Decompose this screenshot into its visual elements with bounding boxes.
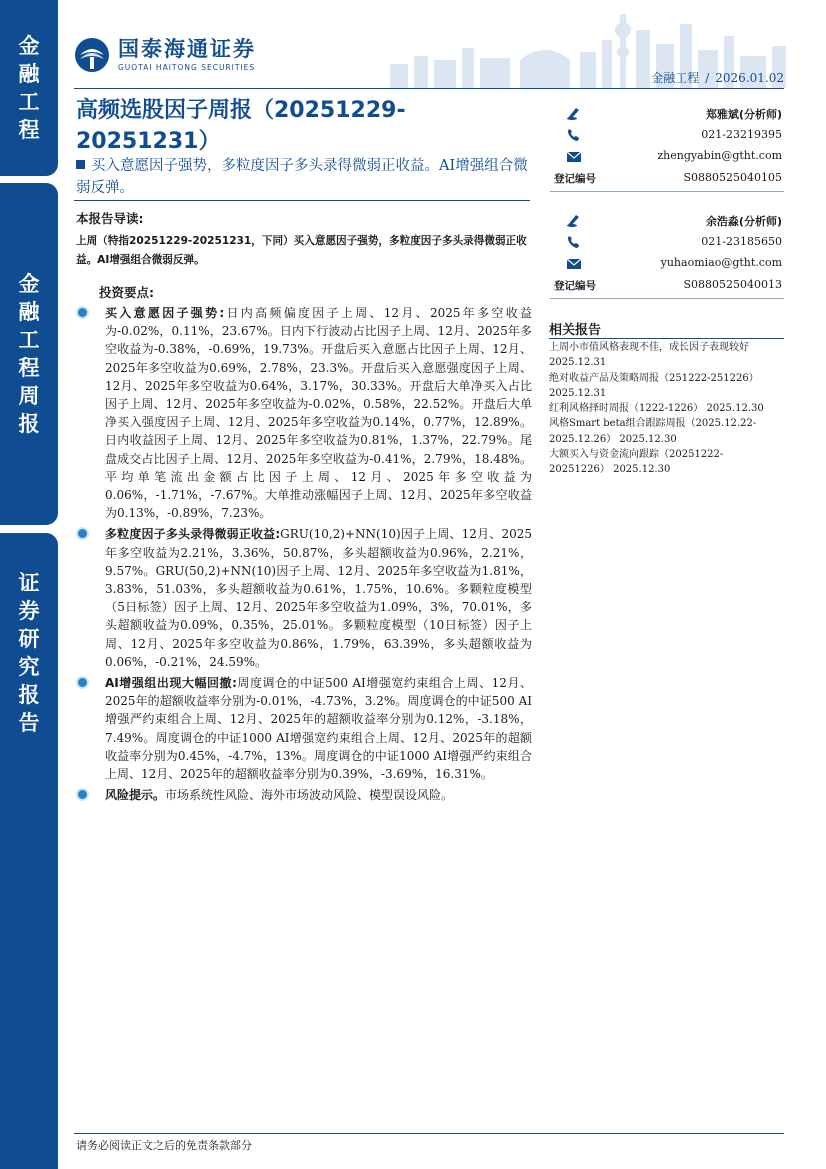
point-text: 市场系统性风险、海外市场波动风险、模型误设风险。 (165, 788, 454, 803)
header-divider (74, 88, 784, 89)
mail-icon (566, 256, 582, 270)
sidebar-char: 程 (18, 118, 40, 142)
sidebar-char: 研 (18, 627, 40, 651)
footer-divider (74, 1133, 784, 1134)
analyst-name: 余浩淼(分析师) (705, 215, 782, 228)
related-report-item[interactable]: 风格Smart beta组合跟踪周报（2025.12.22-2025.12.26） 2025.12.30 (549, 418, 757, 445)
analyst-reg-label: 登记编号 (554, 172, 596, 185)
point-text: GRU(10,2)+NN(10)因子上周、12月、2025年多空收益为2.21%，3.36%，50.87%，多头超额收益为0.96%，2.21%，9.57%。GRU(50,2)+NN(10)因子上周、12月、2025年多空收益为1.81%，3.83%，51.03%，多头超额收益为0.61%，1.75%，10.6%。多颗粒度模型（5日标签）因子上周、12月、2025年多空收益为1.09%，3%，70.01%，多头超额收益为0.09%，0.35%，25.01%。多颗粒度模型（10日标签）因子上周、12月、2025年多空收益为0.86%，1.79%，63.39%，多头超额收益为0.06%，-0.21%，24.59%。 (105, 527, 532, 669)
analyst-reg-label: 登记编号 (554, 279, 596, 292)
related-report-item[interactable]: 红利风格择时周报（1222-1226） 2025.12.30 (549, 403, 764, 415)
logo-english-text: GUOTAI HAITONG SECURITIES (118, 63, 256, 72)
point-lead: 买入意愿因子强势: (105, 306, 225, 320)
analyst-email[interactable]: yuhaomiao@gtht.com (660, 256, 782, 270)
point-item (76, 786, 532, 804)
sidebar-char: 融 (18, 300, 40, 324)
sidebar-char: 证 (18, 571, 40, 595)
analyst-phone: 021-23219395 (701, 127, 782, 141)
sidebar-section-weekly (0, 183, 58, 525)
company-logo (74, 37, 256, 73)
phone-icon (566, 128, 582, 142)
title-divider (74, 200, 530, 201)
bullet-dot-icon (78, 529, 87, 538)
report-subtitle (76, 155, 531, 199)
point-lead: 风险提示。 (105, 788, 166, 803)
points-heading: 投资要点: (99, 285, 154, 300)
sidebar-char: 报 (18, 412, 40, 436)
analyst-reg-no: S0880525040105 (683, 170, 782, 184)
phone-icon (566, 235, 582, 249)
sidebar-char: 告 (18, 711, 40, 735)
logo-mark-icon (74, 37, 110, 73)
header-category-date: 金融工程 / 2026.01.02 (651, 71, 784, 85)
analyst-reg-no: S0880525040013 (683, 277, 782, 291)
sidebar-char: 金 (18, 34, 40, 58)
related-report-item[interactable]: 大额买入与资金流向跟踪（20251222-20251226） 2025.12.30 (549, 449, 724, 476)
investment-points (76, 304, 532, 807)
analyst-card (552, 103, 782, 189)
related-divider (549, 338, 784, 339)
pen-icon (566, 213, 582, 227)
sidebar-char: 券 (18, 599, 40, 623)
related-report-item[interactable]: 绝对收益产品及策略周报（251222-251226） 2025.12.31 (549, 372, 759, 399)
analyst-name: 郑雅斌(分析师) (705, 108, 782, 121)
point-text: 日内高频偏度因子上周、12月、2025年多空收益为-0.02%，0.11%，23.67%。日内下行波动占比因子上周、12月、2025年多空收益为-0.38%，-0.69%，19.73%。开盘后买入意愿占比因子上周、12月、2025年多空收益为0.69%，2.78%，23.3%。开盘后买入意愿强度因子上周、12月、2025年多空收益为0.64%，3.17%，30.33%。开盘后大单净买入占比因子上周、12月、2025年多空收益为-0.02%，0.58%，22.52%。开盘后大单净买入强度因子上周、12月、2025年多空收益为0.14%，0.77%，12.89%。日内收益因子上周、12月、2025年多空收益为0.81%，1.37%，22.79%。尾盘成交占比因子上周、12月、2025年多空收益为-0.41%，2.79%，18.48%。平均单笔流出金额占比因子上周、12月、2025年多空收益为0.06%，-1.71%，-7.67%。大单推动涨幅因子上周、12月、2025年多空收益为0.13%，-0.89%，7.23%。 (105, 306, 532, 521)
sidebar-char: 周 (18, 384, 40, 408)
report-title: 高频选股因子周报（20251229-20251231） (76, 98, 406, 154)
bullet-dot-icon (78, 308, 87, 317)
logo-chinese-text: 国泰海通证券 (118, 37, 256, 61)
sidebar-char: 工 (18, 328, 40, 352)
analyst-phone: 021-23185650 (701, 234, 782, 248)
point-item (76, 674, 532, 783)
guide-heading: 本报告导读: (76, 211, 144, 226)
sidebar-char: 报 (18, 683, 40, 707)
related-reports-list (549, 340, 784, 478)
analyst-email[interactable]: zhengyabin@gtht.com (657, 149, 782, 163)
bullet-dot-icon (78, 678, 87, 687)
footer-disclaimer: 请务必阅读正文之后的免责条款部分 (76, 1139, 252, 1152)
sidebar-char: 融 (18, 62, 40, 86)
bullet-dot-icon (78, 790, 87, 799)
sidebar-char: 程 (18, 356, 40, 380)
header-date: 2026.01.02 (715, 71, 784, 85)
point-item (76, 304, 532, 522)
subtitle-text: 买入意愿因子强势，多粒度因子多头录得微弱正收益。AI增强组合微弱反弹。 (76, 158, 528, 196)
sidebar-char: 工 (18, 90, 40, 114)
point-item (76, 525, 532, 671)
pen-icon (566, 106, 582, 120)
square-bullet-icon (76, 160, 85, 169)
related-report-item[interactable]: 上周小市值风格表现不佳，成长因子表现较好 2025.12.31 (549, 342, 749, 369)
point-text: 周度调仓的中证500 AI增强宽约束组合上周、12月、2025年的超额收益率分别为-0.01%，-4.73%，3.2%。周度调仓的中证500 AI增强严约束组合上周、12月、2025年的超额收益率分别为0.12%，-3.18%，7.49%。周度调仓的中证1000 AI增强宽约束组合上周、12月、2025年的超额收益率分别为0.45%，-4.7%，13%。周度调仓的中证1000 AI增强严约束组合上周、12月、2025年的超额收益率分别为0.39%，-3.69%，16.31%。 (105, 676, 532, 782)
header-category: 金融工程 (651, 71, 700, 85)
analyst-card (552, 210, 782, 296)
mail-icon (566, 149, 582, 163)
point-lead: AI增强组出现大幅回撤: (105, 676, 237, 691)
sidebar-char: 究 (18, 655, 40, 679)
point-lead: 多粒度因子多头录得微弱正收益: (105, 527, 281, 542)
analyst-divider (550, 191, 784, 192)
analyst-divider (550, 298, 784, 299)
sidebar-section-research (0, 533, 58, 1169)
sidebar-char: 金 (18, 272, 40, 296)
related-reports-heading: 相关报告 (549, 323, 602, 338)
sidebar-section-fin-eng (0, 0, 58, 176)
guide-body: 上周（特指20251229-20251231，下同）买入意愿因子强势，多粒度因子多头录得微弱正收益。AI增强组合微弱反弹。 (76, 235, 527, 266)
